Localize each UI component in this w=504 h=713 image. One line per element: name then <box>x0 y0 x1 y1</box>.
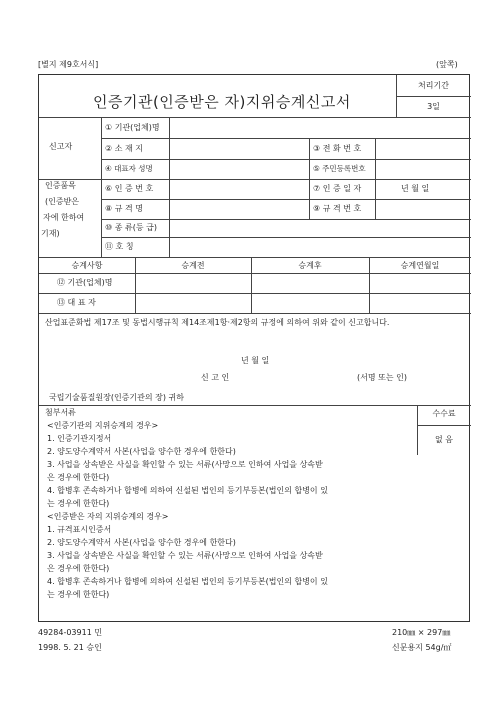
declaration-date: 년 월 일 <box>241 356 270 365</box>
processing-period-label: 처리기간 <box>418 81 449 90</box>
applicant-label: 신고자 <box>49 142 73 151</box>
row-representative: ⑬ 대 표 자 <box>57 298 96 307</box>
row-org-name: ⑫ 기관(업체)명 <box>57 278 113 287</box>
approval-date: 1998. 5. 21 승인 <box>38 643 102 652</box>
signer-label: 신 고 인 <box>201 373 230 382</box>
paper-size: 210㎜ × 297㎜ <box>392 628 451 637</box>
attachment-line: 2. 양도양수계약서 사본(사업을 양수한 경우에 한한다) <box>47 447 236 456</box>
sign-note: (서명 또는 인) <box>357 373 407 382</box>
declaration-form <box>38 74 470 622</box>
attachment-line: 3. 사업을 상속받은 사실을 확인할 수 있는 서류(사망으로 인하여 사업을 상속받 <box>47 551 323 560</box>
cert-note-1: (인증받은 <box>45 197 80 206</box>
form-code: 49284-03911 민 <box>38 628 103 637</box>
attachment-line: 2. 양도양수계약서 사본(사업을 양수한 경우에 한한다) <box>47 538 236 547</box>
attachment-line: 3. 사업을 상속받은 사실을 확인할 수 있는 서류(사망으로 인하여 사업을 상속받 <box>47 460 323 469</box>
col-date: 승계연월일 <box>400 261 440 270</box>
spec-name-label: ⑧ 규 격 명 <box>105 204 143 213</box>
recipient: 국립기술품질원장(인증기관의 장) 귀하 <box>49 393 184 402</box>
address-label: ② 소 재 지 <box>105 144 143 153</box>
declaration-text: 산업표준화법 제17조 및 동법시행규칙 제14조제1항·제2항의 규정에 의하여 위와 같이 신고합니다. <box>45 318 390 327</box>
col-after: 승계후 <box>298 261 322 270</box>
cert-date-fill: 년 월 일 <box>401 184 430 193</box>
col-succession-item: 승계사항 <box>71 261 103 270</box>
attachment-line: 는 경우에 한한다) <box>47 499 110 508</box>
form-number: [별지 제9호서식] <box>38 60 99 69</box>
attachment-line: 은 경우에 한한다) <box>47 473 110 482</box>
processing-period-value: 3일 <box>427 102 440 111</box>
type-grade-label: ⑩ 종 류(등 급) <box>105 223 157 232</box>
representative-label: ④ 대표자 성명 <box>105 164 153 173</box>
fee-value: 없 음 <box>435 435 453 444</box>
fee-label: 수수료 <box>432 409 456 418</box>
attachment-line: 4. 합병후 존속하거나 합병에 의하여 신설된 법인의 등기부등본(법인의 합병이 있 <box>47 486 328 495</box>
attachment-line: 4. 합병후 존속하거나 합병에 의하여 신설된 법인의 등기부등본(법인의 합병이 있 <box>47 577 328 586</box>
page-side: (앞쪽) <box>436 60 458 69</box>
resident-number-label: ⑤ 주민등록번호 <box>313 164 366 173</box>
cert-note-3: 기재) <box>41 229 60 238</box>
org-name-label: ① 기관(업체)명 <box>105 123 160 132</box>
model-label: ⑪ 호 칭 <box>105 242 134 251</box>
phone-label: ③ 전 화 번 호 <box>313 144 362 153</box>
form-title: 인증기관(인증받은 자)지위승계신고서 <box>93 93 351 111</box>
attachment-line: <인증기관의 지위승계의 경우> <box>47 421 159 430</box>
col-before: 승계전 <box>181 261 205 270</box>
cert-note-2: 자에 한하여 <box>43 213 85 222</box>
attachment-line: 1. 인증기관지정서 <box>47 434 112 443</box>
attachment-line: 은 경우에 한한다) <box>47 564 110 573</box>
cert-item-label: 인증품목 <box>45 181 76 190</box>
attachment-line: 1. 규격표시인증서 <box>47 525 112 534</box>
cert-date-label: ⑦ 인 증 일 자 <box>313 184 362 193</box>
attachment-line: <인증받은 자의 지위승계의 경우> <box>47 512 169 521</box>
attachments-title: 첨부서류 <box>45 408 76 417</box>
cert-number-label: ⑥ 인 증 번 호 <box>105 184 154 193</box>
attachment-line: 는 경우에 한한다) <box>47 590 110 599</box>
paper-type: 신문용지 54g/㎡ <box>392 643 452 652</box>
spec-number-label: ⑨ 규 격 번 호 <box>313 204 362 213</box>
